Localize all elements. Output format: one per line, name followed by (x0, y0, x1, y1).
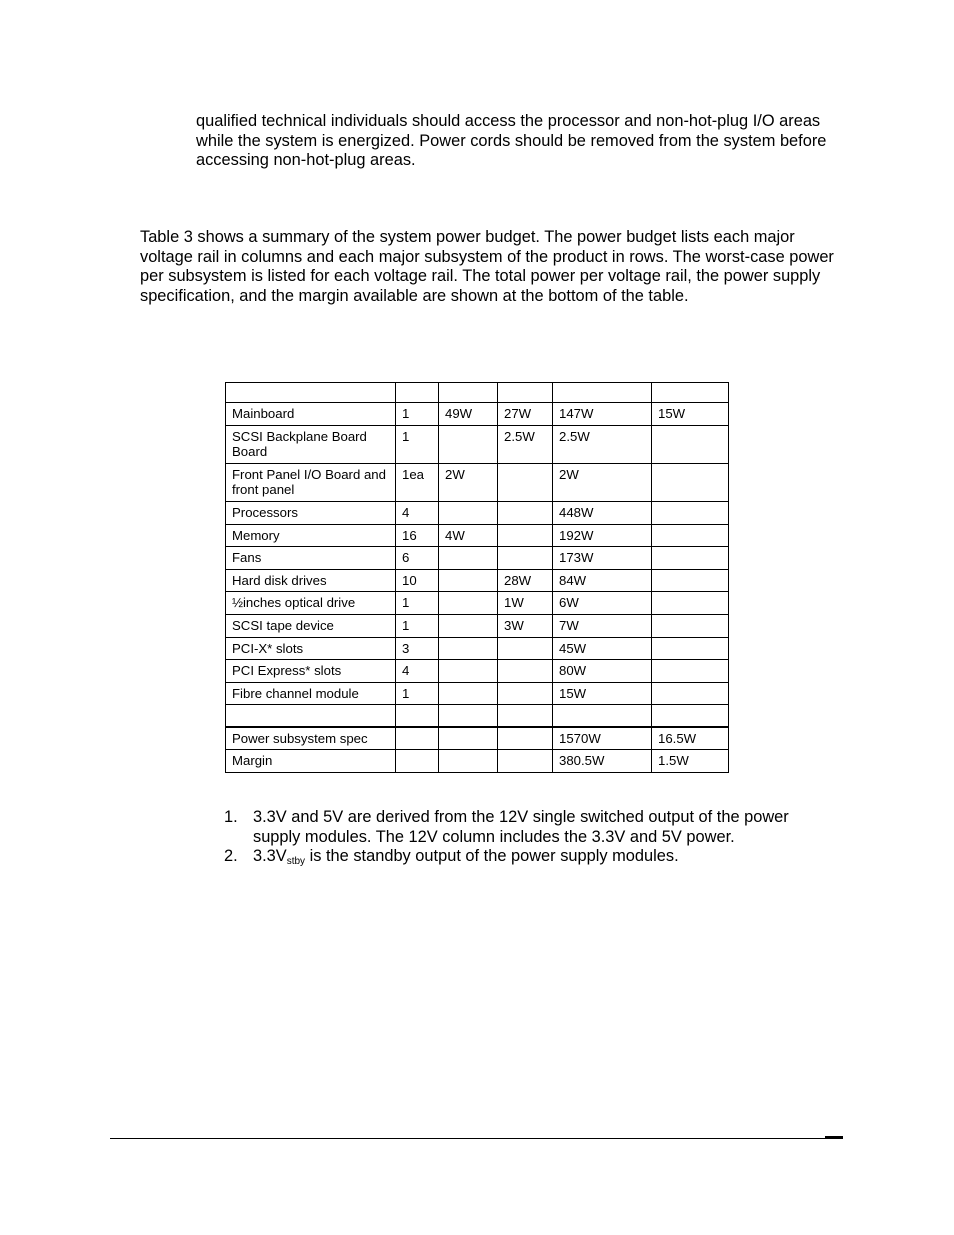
table-cell (498, 660, 553, 683)
table-cell (652, 592, 729, 615)
table-cell: 2.5W (498, 425, 553, 463)
note-item (224, 808, 824, 847)
table-cell: 6 (396, 547, 439, 570)
table-row-blank (226, 705, 729, 727)
table-cell: 2W (439, 463, 498, 501)
table-cell (498, 524, 553, 547)
table-header-cell (226, 383, 396, 403)
table-cell: 6W (553, 592, 652, 615)
table-row (226, 547, 729, 570)
table-row (226, 501, 729, 524)
table-cell (652, 682, 729, 705)
intro-paragraph: qualified technical individuals should access the processor and non-hot-plug I/O areas while the system is energized. Power cords should be removed from the system before accessing non-hot-plug areas. (196, 112, 827, 170)
table-cell: Hard disk drives (226, 569, 396, 592)
note-subscript: stby (286, 856, 306, 868)
table-cell: 16.5W (652, 727, 729, 750)
table-cell (439, 425, 498, 463)
table-cell: 1570W (553, 727, 652, 750)
table-cell (498, 637, 553, 660)
table-cell (396, 705, 439, 727)
table-cell (439, 682, 498, 705)
table-cell (439, 750, 498, 773)
table-cell: 448W (553, 501, 652, 524)
table-cell (498, 547, 553, 570)
table-row-margin (226, 750, 729, 773)
table-cell: Fans (226, 547, 396, 570)
note-number: 2. (224, 847, 238, 866)
table-cell (498, 705, 553, 727)
footer-mark (825, 1136, 843, 1138)
table-cell (439, 614, 498, 637)
table-cell: 7W (553, 614, 652, 637)
table-row (226, 614, 729, 637)
table-row-spec (226, 727, 729, 750)
table-cell: Processors (226, 501, 396, 524)
note-text-prefix: 3.3V (253, 847, 287, 866)
table-cell (652, 425, 729, 463)
table-cell (439, 569, 498, 592)
table-cell (652, 463, 729, 501)
table-header-cell (553, 383, 652, 403)
table-cell: 1.5W (652, 750, 729, 773)
table-cell: 1 (396, 614, 439, 637)
footer-rule (110, 1138, 843, 1139)
table-cell: 10 (396, 569, 439, 592)
table-cell: PCI Express* slots (226, 660, 396, 683)
table-header-row (226, 383, 729, 403)
table-cell (652, 637, 729, 660)
table-cell: 147W (553, 403, 652, 426)
table-cell (396, 750, 439, 773)
table-row (226, 592, 729, 615)
table-cell (439, 501, 498, 524)
table-row (226, 637, 729, 660)
table-cell: SCSI tape device (226, 614, 396, 637)
table-cell: Margin (226, 750, 396, 773)
table-cell: 4 (396, 501, 439, 524)
table-cell (439, 705, 498, 727)
table-cell: Fibre channel module (226, 682, 396, 705)
table-cell: 192W (553, 524, 652, 547)
power-budget-table (225, 382, 729, 773)
table-row (226, 524, 729, 547)
table-cell (396, 727, 439, 750)
table-cell (439, 592, 498, 615)
table-cell (439, 660, 498, 683)
table-cell: Front Panel I/O Board and front panel (226, 463, 396, 501)
table-cell: 4 (396, 660, 439, 683)
table-cell (439, 547, 498, 570)
table-cell: 1ea (396, 463, 439, 501)
table-cell (439, 727, 498, 750)
note-number: 1. (224, 808, 238, 826)
note-item (224, 847, 824, 872)
table-cell: 1 (396, 682, 439, 705)
table-cell (226, 705, 396, 727)
table-cell: 173W (553, 547, 652, 570)
table-header-cell (652, 383, 729, 403)
table-cell: ½inches optical drive (226, 592, 396, 615)
table-row (226, 403, 729, 426)
table-cell (439, 637, 498, 660)
table-cell: 15W (652, 403, 729, 426)
power-budget-summary-paragraph: Table 3 shows a summary of the system power budget. The power budget lists each major voltage rail in columns and each major subsystem of the product in rows. The worst-case power per subsystem is listed for each voltage rail. The total power per voltage rail, the power supply specification, and the margin available are shown at the bottom of the table. (140, 228, 834, 305)
table-cell: Memory (226, 524, 396, 547)
table-cell (498, 501, 553, 524)
table-cell: 45W (553, 637, 652, 660)
table-cell (498, 727, 553, 750)
table-cell: 1W (498, 592, 553, 615)
table-cell (498, 682, 553, 705)
table-row (226, 682, 729, 705)
table-header-cell (396, 383, 439, 403)
table-cell: 80W (553, 660, 652, 683)
table-cell (553, 705, 652, 727)
table-cell: 2W (553, 463, 652, 501)
table-cell (652, 705, 729, 727)
table-header-cell (498, 383, 553, 403)
table-cell: 1 (396, 592, 439, 615)
table-cell: Power subsystem spec (226, 727, 396, 750)
table-cell: 49W (439, 403, 498, 426)
table-cell: 2.5W (553, 425, 652, 463)
table-cell: SCSI Backplane Board Board (226, 425, 396, 463)
table-row (226, 425, 729, 463)
table-cell (652, 501, 729, 524)
table-row (226, 463, 729, 501)
table-cell: 380.5W (553, 750, 652, 773)
table-row (226, 569, 729, 592)
table-cell (652, 569, 729, 592)
table-cell: PCI-X* slots (226, 637, 396, 660)
table-cell (652, 547, 729, 570)
table-cell (652, 614, 729, 637)
table-cell: 28W (498, 569, 553, 592)
table-row (226, 660, 729, 683)
table-cell (652, 660, 729, 683)
table-cell: 27W (498, 403, 553, 426)
note-text-suffix: is the standby output of the power supply modules. (305, 847, 679, 866)
table-cell: 1 (396, 425, 439, 463)
table-cell: 15W (553, 682, 652, 705)
table-cell: 4W (439, 524, 498, 547)
table-header-cell (439, 383, 498, 403)
table-cell (498, 750, 553, 773)
table-cell (652, 524, 729, 547)
table-cell: 3 (396, 637, 439, 660)
table-cell: 16 (396, 524, 439, 547)
table-cell (498, 463, 553, 501)
table-cell: Mainboard (226, 403, 396, 426)
table-cell: 1 (396, 403, 439, 426)
table-notes-list (224, 808, 824, 872)
table-cell: 3W (498, 614, 553, 637)
note-text: 3.3V and 5V are derived from the 12V single switched output of the power supply modules. The 12V column includes the 3.3V and 5V power. (253, 808, 789, 846)
table-cell: 84W (553, 569, 652, 592)
